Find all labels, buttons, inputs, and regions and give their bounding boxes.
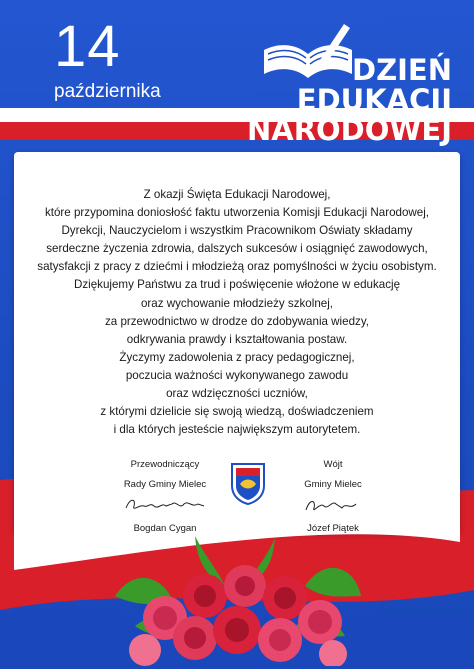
open-book-icon	[258, 20, 358, 82]
signer-institution: Gminy Mielec	[304, 479, 362, 490]
letter-line: oraz wychowanie młodzieży szkolnej,	[140, 296, 334, 310]
signer-name: Józef Piątek	[307, 523, 359, 534]
signer-role: Przewodniczący	[130, 459, 200, 470]
handwritten-signature-right	[298, 494, 368, 516]
letter-line: Życzymy zadowolenia z pracy pedagogicznej,	[119, 350, 355, 364]
signature-block-left	[90, 458, 240, 536]
date-day: 14	[54, 14, 121, 79]
signature-block-right	[258, 458, 408, 536]
letter-body	[20, 186, 454, 439]
letter-line: i dla których jesteście największym autorytetem.	[113, 423, 361, 437]
letter-line: które przypomina doniosłość faktu utworzenia Komisji Edukacji Narodowej,	[44, 206, 430, 220]
title-line-1: DZIEŃ	[352, 53, 452, 87]
letter-line: Dziękujemy Państwu za trud i poświęcenie włożone w edukację	[73, 278, 401, 292]
letter-line: poczucia ważności wykonywanego zawodu	[125, 368, 349, 382]
letter-line: odkrywania prawdy i kształtowania postaw.	[126, 332, 348, 346]
title-line-3: NARODOWEJ	[246, 113, 452, 147]
letter-line: za przewodnictwo w drodze do zdobywania wiedzy,	[104, 314, 369, 328]
title-line-2: EDUKACJI	[296, 83, 452, 117]
letter-line: satysfakcji z pracy z dziećmi i młodzieżą oraz pomyślności w życiu osobistym.	[37, 260, 437, 274]
rose-bouquet-illustration	[105, 526, 365, 666]
letter-line: Dyrekcji, Nauczycielom i wszystkim Pracownikom Oświaty składamy	[61, 224, 413, 238]
signer-name: Bogdan Cygan	[133, 523, 197, 534]
signer-institution: Rady Gminy Mielec	[123, 479, 207, 490]
letter-line: z którymi dzielicie się swoją wiedzą, doświadczeniem	[100, 405, 374, 419]
letter-line: serdeczne życzenia zdrowia, dalszych sukcesów i osiągnięć zawodowych,	[46, 242, 428, 256]
letter-line: Z okazji Święta Edukacji Narodowej,	[143, 188, 331, 201]
handwritten-signature-left	[120, 494, 210, 516]
signer-role: Wójt	[323, 459, 343, 470]
date-month: października	[54, 81, 161, 102]
letter-line: oraz wdzięczności uczniów,	[166, 387, 308, 401]
